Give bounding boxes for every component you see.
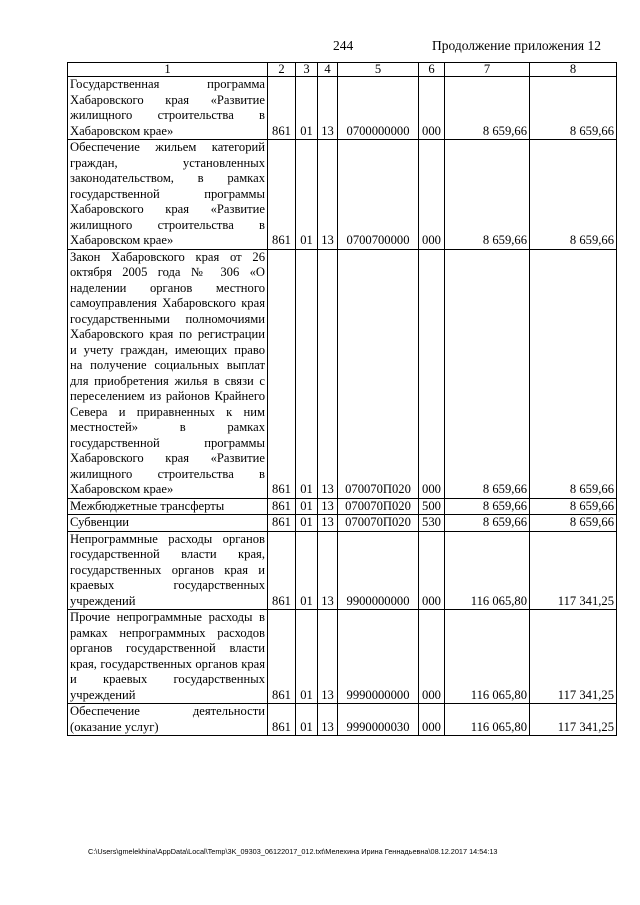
ministry-code-cell: 861 bbox=[268, 77, 296, 140]
subsection-code-cell: 13 bbox=[318, 704, 338, 736]
ministry-code-cell: 861 bbox=[268, 531, 296, 610]
column-header: 5 bbox=[338, 63, 419, 77]
amount-year1-cell: 8 659,66 bbox=[445, 498, 530, 515]
amount-year2-cell: 8 659,66 bbox=[530, 140, 617, 250]
target-article-cell: 9990000030 bbox=[338, 704, 419, 736]
subsection-code-cell: 13 bbox=[318, 140, 338, 250]
target-article-cell: 070070П020 bbox=[338, 515, 419, 532]
table-header-row bbox=[68, 63, 617, 77]
column-header: 2 bbox=[268, 63, 296, 77]
section-code-cell: 01 bbox=[296, 531, 318, 610]
expense-type-cell: 530 bbox=[419, 515, 445, 532]
target-article-cell: 9900000000 bbox=[338, 531, 419, 610]
ministry-code-cell: 861 bbox=[268, 704, 296, 736]
amount-year2-cell: 8 659,66 bbox=[530, 498, 617, 515]
target-article-cell: 0700000000 bbox=[338, 77, 419, 140]
table-row bbox=[68, 77, 617, 140]
table-row bbox=[68, 531, 617, 610]
amount-year1-cell: 116 065,80 bbox=[445, 531, 530, 610]
section-code-cell: 01 bbox=[296, 249, 318, 498]
expense-type-cell: 000 bbox=[419, 531, 445, 610]
column-header: 7 bbox=[445, 63, 530, 77]
expense-type-cell: 000 bbox=[419, 249, 445, 498]
column-header: 3 bbox=[296, 63, 318, 77]
table-row bbox=[68, 515, 617, 532]
item-name-cell: Обеспечение деятельности (оказание услуг) bbox=[68, 704, 268, 736]
section-code-cell: 01 bbox=[296, 77, 318, 140]
amount-year2-cell: 8 659,66 bbox=[530, 249, 617, 498]
section-code-cell: 01 bbox=[296, 498, 318, 515]
amount-year2-cell: 117 341,25 bbox=[530, 610, 617, 704]
expense-type-cell: 000 bbox=[419, 610, 445, 704]
ministry-code-cell: 861 bbox=[268, 249, 296, 498]
column-header: 6 bbox=[419, 63, 445, 77]
subsection-code-cell: 13 bbox=[318, 77, 338, 140]
expense-type-cell: 500 bbox=[419, 498, 445, 515]
item-name-cell: Обеспечение жильем категорий граждан, установленных законодательством, в рамках государственной программы Хабаровского края «Развитие жилищного строительства в Хабаровском крае» bbox=[68, 140, 268, 250]
column-header: 4 bbox=[318, 63, 338, 77]
target-article-cell: 070070П020 bbox=[338, 249, 419, 498]
amount-year2-cell: 8 659,66 bbox=[530, 515, 617, 532]
table-row bbox=[68, 498, 617, 515]
ministry-code-cell: 861 bbox=[268, 498, 296, 515]
section-code-cell: 01 bbox=[296, 610, 318, 704]
amount-year2-cell: 8 659,66 bbox=[530, 77, 617, 140]
amount-year1-cell: 8 659,66 bbox=[445, 515, 530, 532]
target-article-cell: 9990000000 bbox=[338, 610, 419, 704]
table-row bbox=[68, 610, 617, 704]
amount-year2-cell: 117 341,25 bbox=[530, 531, 617, 610]
amount-year1-cell: 8 659,66 bbox=[445, 249, 530, 498]
column-header: 1 bbox=[68, 63, 268, 77]
budget-table bbox=[67, 62, 617, 736]
item-name-cell: Прочие непрограммные расходы в рамках непрограммных расходов органов государственной власти края, государственных органов края и краевых государственных учреждений bbox=[68, 610, 268, 704]
ministry-code-cell: 861 bbox=[268, 140, 296, 250]
expense-type-cell: 000 bbox=[419, 704, 445, 736]
amount-year1-cell: 116 065,80 bbox=[445, 704, 530, 736]
ministry-code-cell: 861 bbox=[268, 610, 296, 704]
section-code-cell: 01 bbox=[296, 704, 318, 736]
expense-type-cell: 000 bbox=[419, 77, 445, 140]
appendix-continuation-note: Продолжение приложения 12 bbox=[432, 38, 602, 53]
item-name-cell: Межбюджетные трансферты bbox=[68, 498, 268, 515]
ministry-code-cell: 861 bbox=[268, 515, 296, 532]
amount-year2-cell: 117 341,25 bbox=[530, 704, 617, 736]
table-row bbox=[68, 249, 617, 498]
subsection-code-cell: 13 bbox=[318, 498, 338, 515]
subsection-code-cell: 13 bbox=[318, 610, 338, 704]
table-row bbox=[68, 140, 617, 250]
subsection-code-cell: 13 bbox=[318, 249, 338, 498]
section-code-cell: 01 bbox=[296, 515, 318, 532]
table-row bbox=[68, 704, 617, 736]
subsection-code-cell: 13 bbox=[318, 515, 338, 532]
column-header: 8 bbox=[530, 63, 617, 77]
expense-type-cell: 000 bbox=[419, 140, 445, 250]
target-article-cell: 0700700000 bbox=[338, 140, 419, 250]
item-name-cell: Непрограммные расходы органов государственной власти края, государственных органов края и краевых государственных учреждений bbox=[68, 531, 268, 610]
item-name-cell: Государственная программа Хабаровского края «Развитие жилищного строительства в Хабаровском крае» bbox=[68, 77, 268, 140]
subsection-code-cell: 13 bbox=[318, 531, 338, 610]
section-code-cell: 01 bbox=[296, 140, 318, 250]
page-number: 244 bbox=[333, 38, 354, 53]
amount-year1-cell: 8 659,66 bbox=[445, 140, 530, 250]
target-article-cell: 070070П020 bbox=[338, 498, 419, 515]
file-path-footer: C:\Users\gmelekhina\AppData\Local\Temp\3K_09303_06122017_012.txt\Мелехина Ирина Геннадьевна\08.12.2017 14:54:13 bbox=[88, 847, 498, 856]
amount-year1-cell: 116 065,80 bbox=[445, 610, 530, 704]
item-name-cell: Закон Хабаровского края от 26 октября 2005 года № 306 «О наделении органов местного самоуправления Хабаровского края государственными полномочиями Хабаровского края по регистрации и учету граждан, имеющих право на получение социальных выплат для приобретения жилья в связи с переселением из районов Крайнего Севера и приравненных к ним местностей» в рамках государственной программы Хабаровского края «Развитие жилищного строительства в Хабаровском крае» bbox=[68, 249, 268, 498]
item-name-cell: Субвенции bbox=[68, 515, 268, 532]
amount-year1-cell: 8 659,66 bbox=[445, 77, 530, 140]
